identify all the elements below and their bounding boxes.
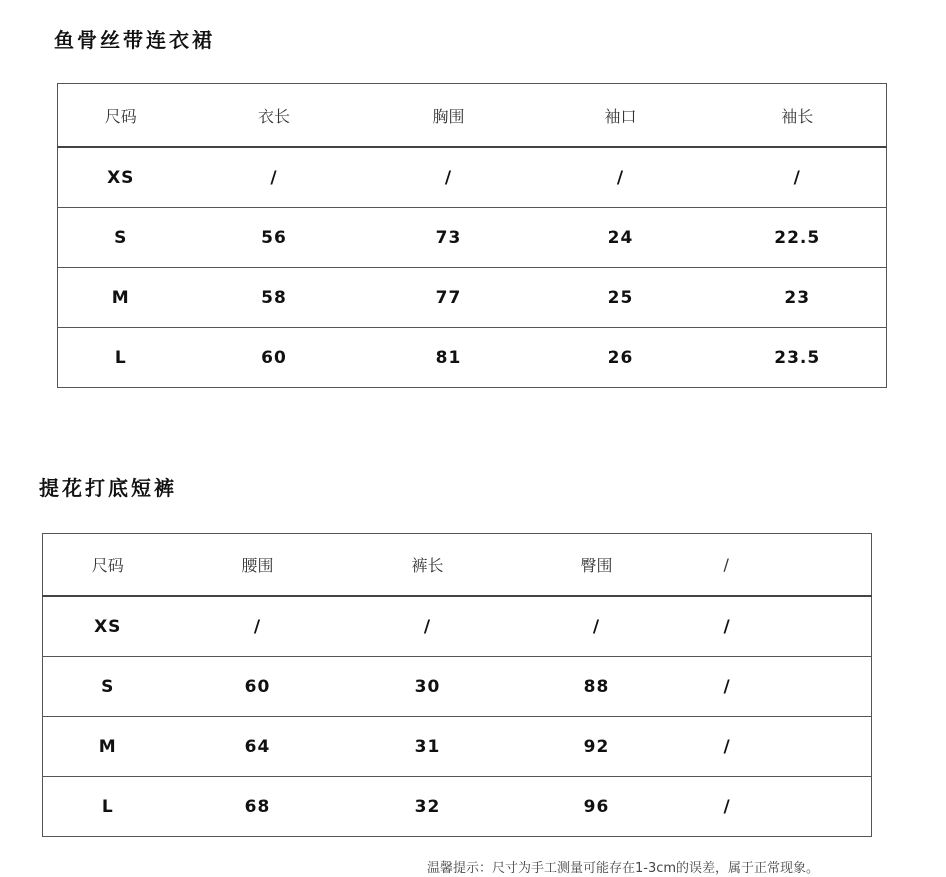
cell: 23.5 — [709, 328, 887, 388]
cell: 77 — [365, 268, 533, 328]
header-bust: 胸围 — [365, 84, 533, 148]
cell: 81 — [365, 328, 533, 388]
table-row — [43, 777, 872, 837]
cell-size: S — [58, 208, 184, 268]
cell: / — [365, 147, 533, 208]
cell: 58 — [184, 268, 365, 328]
cell: 64 — [173, 717, 343, 777]
cell-size: M — [43, 717, 173, 777]
shorts-size-table — [42, 533, 872, 837]
measurement-note: 温馨提示：尺寸为手工测量可能存在1-3cm的误差，属于正常现象。 — [427, 861, 820, 876]
cell: 30 — [343, 657, 513, 717]
table-row — [58, 208, 887, 268]
cell: 22.5 — [709, 208, 887, 268]
cell: / — [709, 147, 887, 208]
cell-size: M — [58, 268, 184, 328]
cell: 68 — [173, 777, 343, 837]
cell: / — [173, 596, 343, 657]
cell: / — [681, 777, 872, 837]
cell: 56 — [184, 208, 365, 268]
cell: 92 — [513, 717, 681, 777]
dress-table-title: 鱼骨丝带连衣裙 — [54, 28, 215, 52]
header-length: 衣长 — [184, 84, 365, 148]
table-header-row — [58, 84, 887, 148]
cell: 96 — [513, 777, 681, 837]
header-sleeve-length: 袖长 — [709, 84, 887, 148]
cell: 25 — [533, 268, 709, 328]
header-hip: 臀围 — [513, 534, 681, 597]
cell: 60 — [184, 328, 365, 388]
cell: / — [533, 147, 709, 208]
table-row — [43, 717, 872, 777]
cell: 23 — [709, 268, 887, 328]
cell: 24 — [533, 208, 709, 268]
cell: 26 — [533, 328, 709, 388]
cell: 60 — [173, 657, 343, 717]
table-header-row — [43, 534, 872, 597]
cell-size: XS — [58, 147, 184, 208]
cell: / — [513, 596, 681, 657]
table-row — [43, 596, 872, 657]
cell: / — [681, 717, 872, 777]
cell: 31 — [343, 717, 513, 777]
header-length: 裤长 — [343, 534, 513, 597]
cell: 32 — [343, 777, 513, 837]
header-cuff: 袖口 — [533, 84, 709, 148]
cell: / — [184, 147, 365, 208]
cell: / — [343, 596, 513, 657]
table-row — [43, 657, 872, 717]
dress-size-table — [57, 83, 887, 388]
cell-size: S — [43, 657, 173, 717]
cell: / — [681, 596, 872, 657]
cell-size: XS — [43, 596, 173, 657]
shorts-table-title: 提花打底短裤 — [39, 476, 177, 500]
cell: / — [681, 657, 872, 717]
header-size: 尺码 — [58, 84, 184, 148]
table-row — [58, 328, 887, 388]
cell-size: L — [58, 328, 184, 388]
cell: 73 — [365, 208, 533, 268]
table-row — [58, 268, 887, 328]
header-waist: 腰围 — [173, 534, 343, 597]
header-size: 尺码 — [43, 534, 173, 597]
cell: 88 — [513, 657, 681, 717]
table-row — [58, 147, 887, 208]
cell-size: L — [43, 777, 173, 837]
header-empty: / — [681, 534, 872, 597]
